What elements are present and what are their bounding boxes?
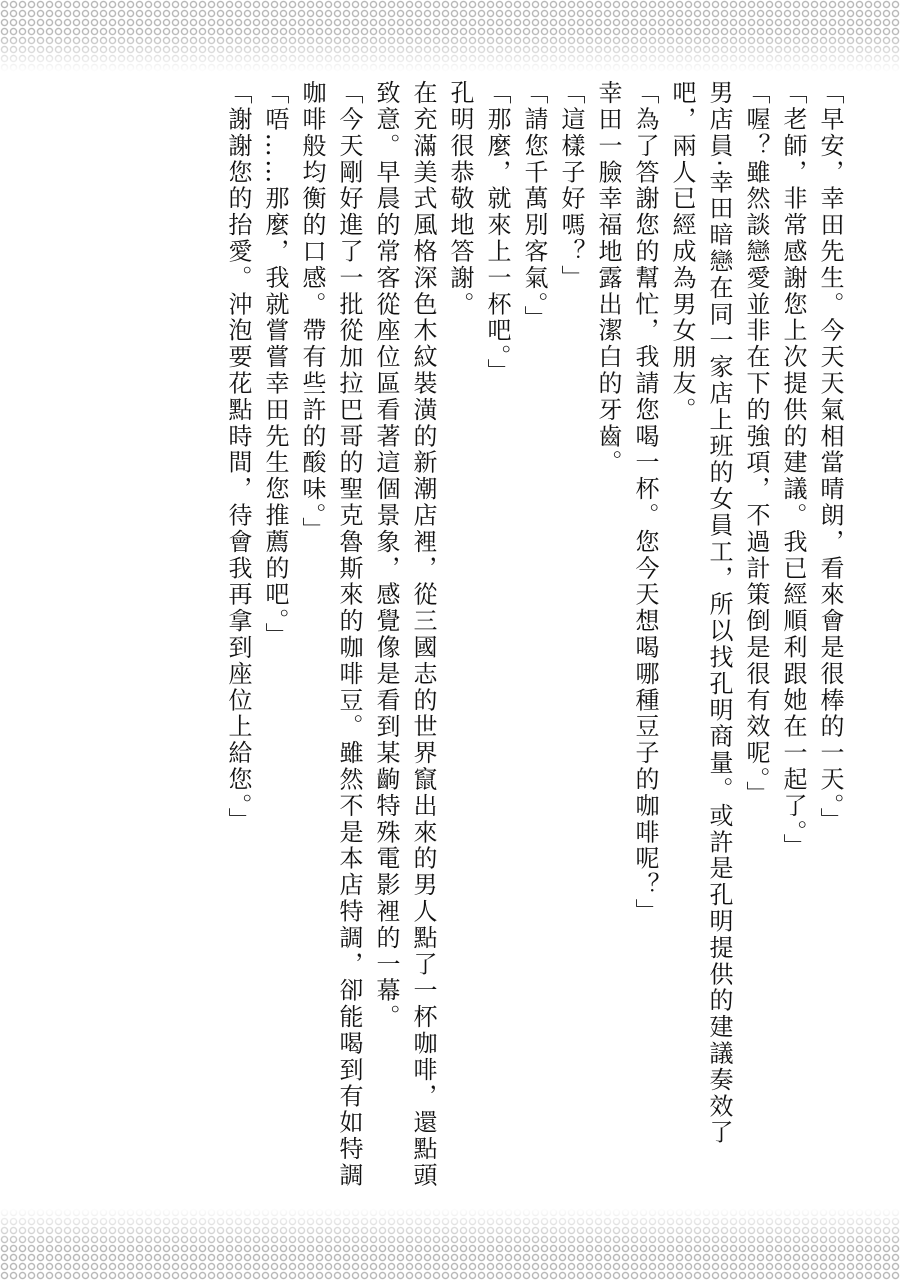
paragraph-8: 「請您千萬別客氣。」 bbox=[520, 80, 548, 332]
vertical-body-text bbox=[48, 80, 848, 1190]
paragraph-1: 「早安，幸田先生。今天天氣相當晴朗，看來會是很棒的一天。」 bbox=[816, 80, 844, 834]
bottom-dot-pattern-border bbox=[0, 1208, 900, 1280]
paragraph-5: 「為了答謝您的幫忙，我請您喝一杯。您今天想喝哪種豆子的咖啡呢？」 bbox=[631, 80, 659, 925]
paragraph-3: 「喔？雖然談戀愛並非在下的強項，不過計策倒是很有效呢。」 bbox=[742, 80, 770, 808]
paragraph-9: 「那麼，就來上一杯吧。」 bbox=[483, 80, 511, 385]
paragraph-11: 在充滿美式風格深色木紋裝潢的新潮店裡，從三國志的世界竄出來的男人點了一杯咖啡，還點頭致意。早晨的常客從座位區看著這個景象，感覺像是看到某齣特殊電影裡的一幕。 bbox=[372, 80, 437, 1189]
paragraph-14: 「謝謝您的抬愛。沖泡要花點時間，待會我再拿到座位上給您。」 bbox=[224, 80, 252, 834]
paragraph-7: 「這樣子好嗎？」 bbox=[557, 80, 585, 292]
paragraph-2: 「老師，非常感謝您上次提供的建議。我已經順利跟她在一起了。」 bbox=[779, 80, 807, 860]
paragraph-6: 幸田一臉幸福地露出潔白的牙齒。 bbox=[594, 80, 622, 476]
paragraph-4: 男店員‧幸田暗戀在同一家店上班的女員工，所以找孔明商量。或許是孔明提供的建議奏效了吧，兩人已經成為男女朋友。 bbox=[668, 80, 733, 1147]
paragraph-13: 「唔……那麼，我就嘗嘗幸田先生您推薦的吧。」 bbox=[261, 80, 289, 649]
top-dot-pattern-border bbox=[0, 0, 900, 72]
paragraph-12: 「今天剛好進了一批從加拉巴哥的聖克魯斯來的咖啡豆。雖然不是本店特調，卻能喝到有如特調咖啡般均衡的口感。帶有些許的酸味。」 bbox=[298, 80, 363, 1189]
paragraph-10: 孔明很恭敬地答謝。 bbox=[446, 80, 474, 318]
